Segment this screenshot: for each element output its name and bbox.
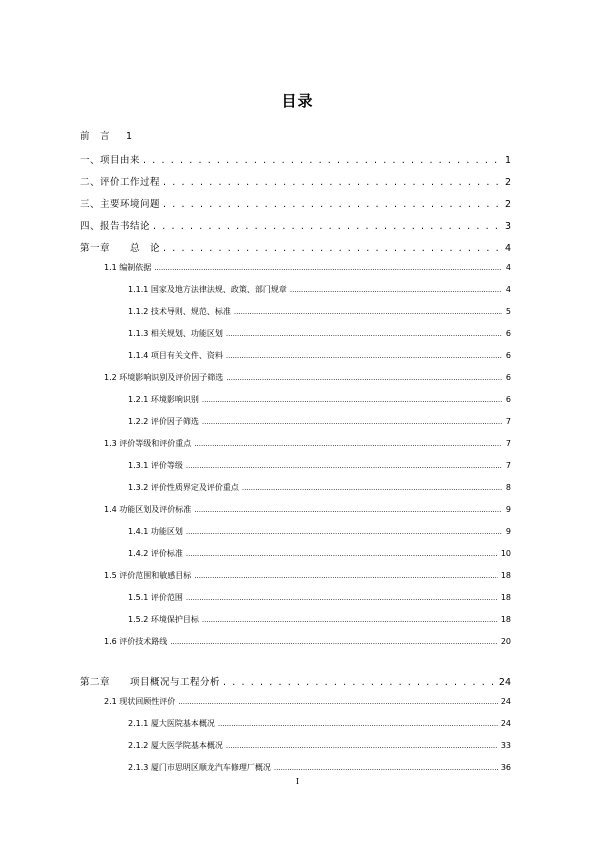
toc-entry-page: 7 <box>505 439 511 448</box>
toc-entry-page: 7 <box>505 417 511 426</box>
toc-entry-page: 24 <box>500 719 511 728</box>
toc-entry-page: 33 <box>500 741 511 750</box>
toc-entry-label: 前 言 <box>80 131 111 142</box>
toc-entry-section[interactable] <box>104 438 511 449</box>
toc-leader <box>154 263 502 272</box>
toc-entry[interactable] <box>80 174 511 188</box>
toc-leader <box>153 221 502 232</box>
toc-entry-label: 1.4.1 功能区划 <box>128 527 183 536</box>
toc-entry-page: 36 <box>500 763 511 772</box>
toc-entry-subsection[interactable] <box>128 548 511 559</box>
toc-leader <box>226 329 502 338</box>
toc-leader <box>202 395 502 404</box>
toc-entry-subsection[interactable] <box>128 482 511 493</box>
toc-leader <box>178 697 498 706</box>
toc-entry-section[interactable] <box>104 504 511 515</box>
toc-leader <box>194 439 502 448</box>
toc-entry[interactable] <box>80 196 511 210</box>
toc-entry-page: 4 <box>505 285 511 294</box>
toc-entry-label: 1.3.2 评价性质界定及评价重点 <box>128 483 239 492</box>
toc-entry-label: 1.4.2 评价标准 <box>128 549 183 558</box>
toc-entry-label: 1.1 编制依据 <box>104 263 152 272</box>
toc-entry-label: 2.1.3 厦门市思明区顺龙汽车修理厂概况 <box>128 763 271 772</box>
toc-leader <box>226 373 502 382</box>
toc-entry-page: 8 <box>505 483 511 492</box>
toc-entry-page: 2 <box>504 177 511 188</box>
toc-leader <box>226 741 498 750</box>
toc-entry[interactable] <box>80 152 511 166</box>
toc-entry-chapter[interactable] <box>80 240 511 254</box>
toc-entry-page: 6 <box>505 329 511 338</box>
page-title: 目录 <box>281 92 314 110</box>
toc-entry-label: 1.1.2 技术导则、规范、标准 <box>128 307 231 316</box>
toc-entry-page: 24 <box>500 697 511 706</box>
toc-leader <box>290 285 502 294</box>
toc-entry-subsection[interactable] <box>128 416 511 427</box>
toc-entry-page: 3 <box>504 221 511 232</box>
toc-entry-page: 18 <box>500 593 511 602</box>
toc-leader <box>186 593 498 602</box>
toc-entry-label: 1.2 环境影响识别及评价因子筛选 <box>104 373 224 382</box>
toc-entry-label: 1.4 功能区划及评价标准 <box>104 505 192 514</box>
toc-entry[interactable] <box>80 218 511 232</box>
toc-entry-page: 20 <box>500 637 511 646</box>
toc-entry-subsection[interactable] <box>128 740 511 751</box>
toc-entry-label: 2.1 现状回顾性评价 <box>104 697 176 706</box>
toc-leader <box>194 571 498 580</box>
toc-entry-label: 2.1.2 厦大医学院基本概况 <box>128 741 223 750</box>
toc-leader <box>242 483 502 492</box>
toc-entry-label: 1.5 评价范围和敏感目标 <box>104 571 192 580</box>
toc-entry-label: 一、项目由来 <box>80 155 141 166</box>
toc-leader <box>202 417 502 426</box>
toc-entry-label: 三、主要环境问题 <box>80 199 161 210</box>
toc-entry-page: 4 <box>504 243 511 254</box>
toc-entry-chapter[interactable] <box>80 674 511 688</box>
toc-leader <box>194 505 502 514</box>
toc-entry-label: 1.3 评价等级和评价重点 <box>104 439 192 448</box>
toc-entry-subsection[interactable] <box>128 394 511 405</box>
toc-entry-page: 24 <box>498 677 511 688</box>
toc-entry-subsection[interactable] <box>128 284 511 295</box>
toc-entry-label: 1.5.1 评价范围 <box>128 593 183 602</box>
toc-entry-page: 5 <box>505 307 511 316</box>
toc-leader <box>186 461 502 470</box>
toc-entry-subsection[interactable] <box>128 592 511 603</box>
toc-entry-subsection[interactable] <box>128 526 511 537</box>
toc-leader <box>226 351 502 360</box>
toc-leader <box>170 637 498 646</box>
toc-entry-label: 四、报告书结论 <box>80 221 151 232</box>
toc-entry-label: 1.1.3 相关规划、功能区划 <box>128 329 223 338</box>
toc-leader <box>163 199 502 210</box>
toc-entry-subsection[interactable] <box>128 306 511 317</box>
toc-entry-page: 6 <box>505 373 511 382</box>
toc-entry-page: 10 <box>500 549 511 558</box>
toc-entry-label: 1.2.2 评价因子筛选 <box>128 417 199 426</box>
toc-leader <box>274 763 498 772</box>
toc-entry-label: 1.1.4 项目有关文件、资料 <box>128 351 223 360</box>
toc-leader <box>234 307 502 316</box>
toc-entry-page: 7 <box>505 461 511 470</box>
toc-entry-page: 18 <box>500 615 511 624</box>
toc-entry-label: 二、评价工作过程 <box>80 177 161 188</box>
toc-entry-subsection[interactable] <box>128 614 511 625</box>
toc-entry-page: 6 <box>505 395 511 404</box>
toc-entry-page: 4 <box>505 263 511 272</box>
toc-entry-section[interactable] <box>104 262 511 273</box>
toc-leader <box>163 243 502 254</box>
toc-leader <box>143 155 502 166</box>
toc-leader <box>223 677 496 688</box>
toc-entry-label: 第二章 项目概况与工程分析 <box>80 677 221 688</box>
toc-entry-label: 1.1.1 国家及地方法律法规、政策、部门规章 <box>128 285 287 294</box>
toc-entry-subsection[interactable] <box>128 762 511 773</box>
toc-entry-subsection[interactable] <box>128 460 511 471</box>
toc-entry-page: 1 <box>504 155 511 166</box>
toc-leader <box>218 719 498 728</box>
toc-entry-subsection[interactable] <box>128 350 511 361</box>
toc-entry-label: 1.3.1 评价等级 <box>128 461 183 470</box>
toc-entry-label: 1.2.1 环境影响识别 <box>128 395 199 404</box>
toc-entry-page: 9 <box>505 505 511 514</box>
toc-entry-subsection[interactable] <box>128 328 511 339</box>
toc-leader <box>202 615 498 624</box>
toc-entry-section[interactable] <box>104 372 511 383</box>
toc-entry-section[interactable] <box>104 570 511 581</box>
toc-entry-page: 18 <box>500 571 511 580</box>
toc-leader <box>163 177 502 188</box>
toc-entry-page: 6 <box>505 351 511 360</box>
toc-entry-page: 9 <box>505 527 511 536</box>
toc-entry-label: 第一章 总 论 <box>80 243 161 254</box>
toc-entry-section[interactable] <box>104 696 511 707</box>
toc-entry-label: 1.5.2 环境保护目标 <box>128 615 199 624</box>
toc-entry-page: 1 <box>126 131 133 142</box>
page-number: I <box>295 777 300 786</box>
toc-entry-page: 2 <box>504 199 511 210</box>
toc-entry-preface[interactable] <box>80 128 132 142</box>
toc-entry-subsection[interactable] <box>128 718 511 729</box>
toc-leader <box>186 527 502 536</box>
toc-entry-section[interactable] <box>104 636 511 647</box>
toc-entry-label: 2.1.1 厦大医院基本概况 <box>128 719 215 728</box>
toc-leader <box>186 549 498 558</box>
toc-entry-label: 1.6 评价技术路线 <box>104 637 168 646</box>
